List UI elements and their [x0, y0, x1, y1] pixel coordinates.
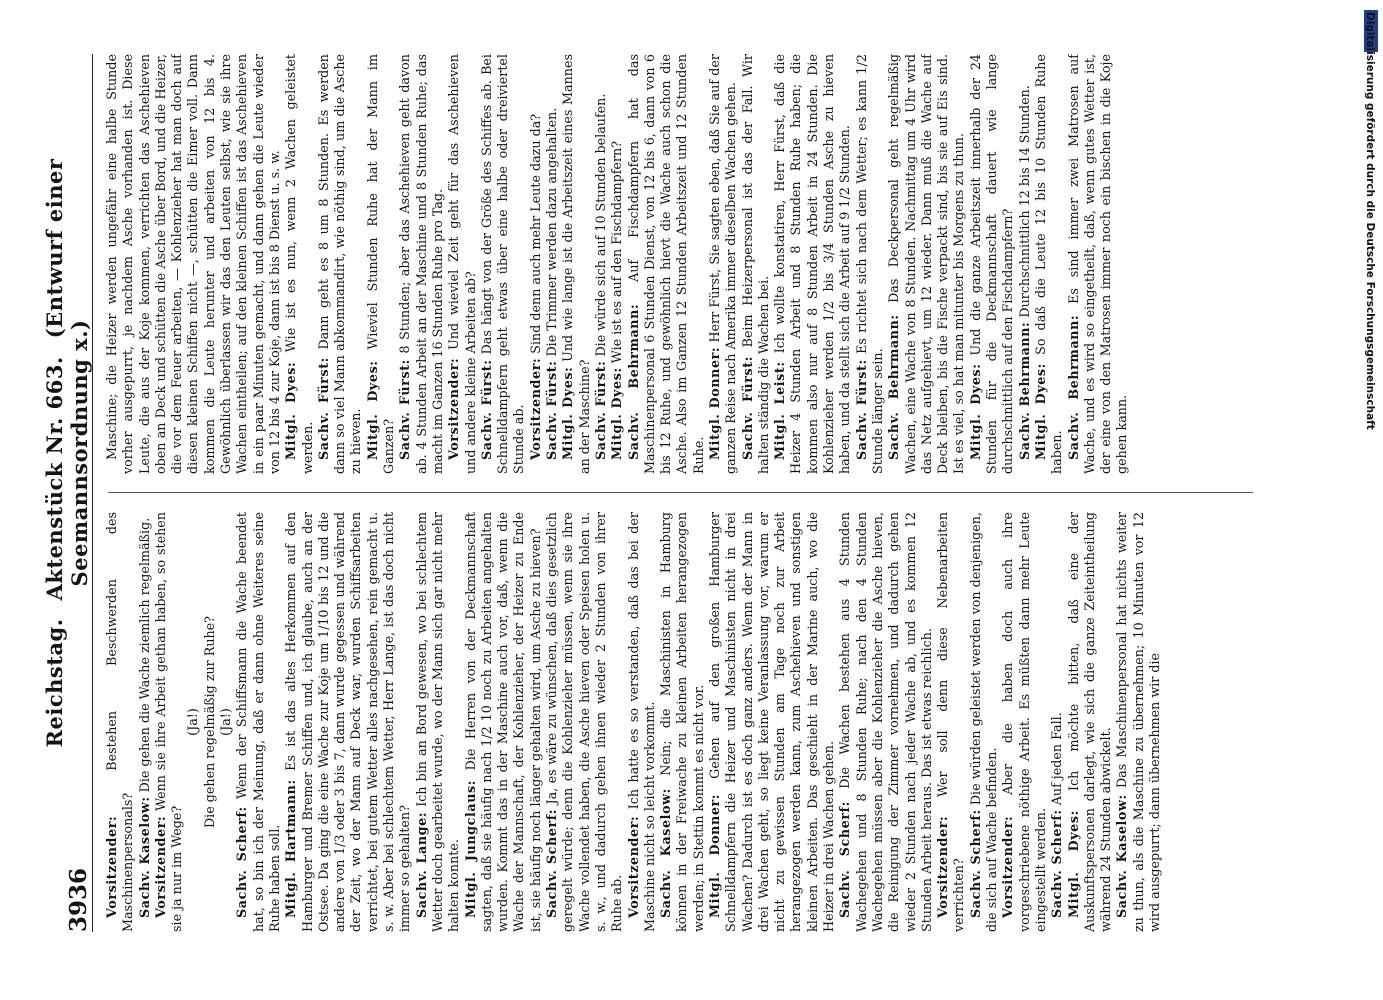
- document-page: [42, 54, 1268, 932]
- speaker-name: Sachv. Fürst:: [315, 357, 331, 460]
- speaker-name: Sachv. Scherf:: [544, 808, 560, 918]
- speaker-name: Mitgl. Donner:: [706, 346, 722, 460]
- paragraph: [1033, 54, 1066, 474]
- speaker-name: Mitgl. Dyes:: [364, 360, 380, 460]
- digitization-sidenote: [1360, 12, 1376, 712]
- paragraph: [1114, 512, 1163, 932]
- paragraph: [544, 54, 560, 474]
- speaker-name: Vorsitzender:: [152, 815, 168, 918]
- paragraph-text: Wie ist es auf den Fischdampfern?: [609, 141, 625, 364]
- paragraph: [202, 512, 218, 932]
- paragraph-text: Und die ganze Arbeitszeit innerhalb der 24 Stunden für die Deckmannschaft dauert wie lange durchschnittlich auf den Fischdampfern?: [967, 54, 1016, 474]
- speaker-name: Sachv. Fürst:: [478, 359, 494, 460]
- paragraph: [1000, 512, 1049, 932]
- paragraph-text: Wenn sie ihre Arbeit gethan haben, so stehen sie ja nur im Wege?: [152, 512, 185, 932]
- speaker-name: Mitgl. Hartmann:: [283, 779, 299, 918]
- paragraph-text: Die Wachen bestehen aus 4 Stunden Wachegehen und 8 Stunden Ruhe; nach den 4 Stunden Wachegehen müssen aber die Kohlenzieher die Asche hieven, die Reinigung der Zimmer vornehmen, und dadurch gehen wieder 2 Stunden nach jeder Wache ab, und es kommen 12 Stunden Arbeit heraus. Das ist etwas reichlich.: [837, 512, 934, 932]
- speaker-name: Sachv. Kaselow:: [136, 796, 152, 918]
- paragraph-text: Auf Fischdampfern hat das Maschinenpersonal 6 Stunden Dienst, von 12 bis 6, dann von 6 bis 12 Ruhe, und gewöhnlich hievt die Wache auch schon die Asche. Also im Ganzen 12 Stunden Arbeitszeit und 12 Stunden Ruhe.: [625, 54, 706, 474]
- paragraph-text: Das Maschinenpersonal hat nichts weiter zu thun, als die Maschine zu übernehmen; 10 Minuten vor 12 wird ausgepurrt; dann übernehmen wir die: [1114, 512, 1162, 932]
- paragraph-text: Ja, es wäre zu wünschen, daß dies gesetzlich geregelt würde; denn die Kohlenzieher müssen, wenn sie ihre Wache vollendet haben, die Asche hieven oder Speisen holen u. s. w., und dadurch gehen ihnen wieder 2 Stunden von ihrer Ruhe ab.: [544, 512, 625, 932]
- paragraph: [544, 512, 625, 932]
- document-subject: (Entwurf einer Seemannsordnung x.): [42, 158, 92, 587]
- paragraph-text: Nein; die Maschinisten in Hamburg können in der Freiwache zu kleinen Arbeiten herangezogen werden; in Stettin kommt es nicht vor.: [658, 512, 706, 932]
- speaker-name: Vorsitzender:: [625, 815, 641, 918]
- paragraph-text: Aber die haben doch auch ihre vorgeschriebene nöthige Arbeit. Es müßten dann mehr Leute eingestellt werden.: [1000, 512, 1048, 932]
- speaker-name: Sachv. Scherf:: [1049, 809, 1065, 918]
- paragraph: [283, 54, 316, 474]
- paragraph-text: Die würde sich auf 10 Stunden belaufen.: [592, 93, 608, 357]
- paragraph-text: Ich hatte es so verstanden, daß das bei der Maschine nicht so leicht vorkommt.: [625, 512, 657, 932]
- paragraph-text: Ich bin an Bord gewesen, wo bei schlechtem Wetter doch gearbeitet wurde, wo der Mann sich gar nicht mehr halten konnte.: [413, 512, 462, 932]
- speaker-name: Mitgl. Dyes:: [1065, 810, 1081, 918]
- running-title: [42, 54, 92, 852]
- speaker-name: Mitgl. Dyes:: [1032, 363, 1048, 460]
- speaker-name: Sachv. Fürst:: [739, 355, 755, 460]
- paragraph-text: (Ja!): [185, 708, 201, 736]
- speaker-name: Sachv. Scherf:: [234, 806, 250, 918]
- paragraph: [707, 512, 837, 932]
- speaker-name: Mitgl. Dyes:: [609, 367, 625, 460]
- paragraph-text: Beim Heizerpersonal ist das der Fall. Wir halten ständig die Wachen bei.: [739, 54, 771, 474]
- paragraph: [137, 512, 153, 932]
- paragraph: [740, 54, 773, 474]
- speaker-name: Vorsitzender:: [1000, 815, 1016, 918]
- paragraph-text: Das hängt von der Größe des Schiffes ab. Bei Schnelldampfern geht etwas über eine halbe oder dreiviertel Stunde ab.: [478, 54, 527, 474]
- paragraph: [707, 54, 740, 474]
- speaker-name: Sachv. Fürst:: [544, 360, 560, 460]
- right-column: [104, 54, 1259, 474]
- speaker-name: Sachv. Behrmann:: [1065, 314, 1081, 460]
- paragraph: [479, 54, 528, 474]
- speaker-name: Mitgl. Leist:: [772, 361, 788, 460]
- paragraph: [935, 512, 968, 932]
- paragraph-text: Die würden geleistet werden von denjenigen, die sich auf Wache befinden.: [967, 512, 1000, 932]
- left-column: [104, 512, 1259, 932]
- paragraph: [234, 512, 283, 932]
- paragraph-text: Wie ist es nun, wenn 2 Wachen geleistet werden.: [283, 54, 315, 474]
- paragraph: [463, 512, 544, 932]
- paragraph-text: Das Deckpersonal geht regelmäßig Wachen, eine Wache von 8 Stunden. Nachmittag um 4 Uhr wird das Netz aufgehievt, um 12 wieder. Dann muß die Wache auf Deck bleiben, bis die Fische verpackt sind, bis sie auf Eis sind. Ist es viel, so hat man mitunter bis Morgens zu thun.: [886, 54, 967, 474]
- paragraph: [837, 512, 935, 932]
- paragraph: [968, 54, 1017, 474]
- paragraph: [283, 512, 413, 932]
- speaker-name: Sachv. Lange:: [413, 811, 429, 918]
- paragraph-text: Die Herren von der Deckmannschaft sagten, daß sie häufig nach 1/2 10 noch zu Arbeiten angehalten wurden. Kommt das in der Maschine auch vor, daß, wenn die Wache der Mannschaft, der Kohlenzieher, der Heizer zu Ende ist, sie häufig noch länger gehalten wird, um Asche zu hieven?: [462, 512, 543, 932]
- speaker-name: Sachv. Behrmann:: [1016, 321, 1032, 460]
- paragraph: [854, 54, 887, 474]
- paragraph-text: Die gehen die Wache ziemlich regelmäßig.: [136, 517, 152, 793]
- speaker-name: Mitgl. Jungclaus:: [462, 779, 478, 918]
- paragraph: [609, 54, 625, 474]
- paragraph: [153, 512, 186, 932]
- paragraph: [316, 54, 365, 474]
- speaker-name: Mitgl. Dyes:: [967, 363, 983, 460]
- paragraph-text: Bestehen Beschwerden des Maschinenpersonals?: [104, 512, 136, 932]
- paragraph-text: Es ist das altes Herkommen auf den Hamburger und Bremer Schiffen und, ich glaube, auch an der Ostsee. Da ging die eine Wache zur Koje um 1/10 bis 12 und die andere von 1/3 oder 3 bis 7, dann wurde gegessen und während der Zeit, wo der Mann auf Deck war, wurden Schiffsarbeiten verrichtet, bei gutem Wetter alles nachgesehen, rein gemacht u. s. w. Aber bei schlechtem Wetter, Herr Lange, ist das doch nicht immer so gehalten?: [283, 512, 413, 932]
- document-number: Aktenstück Nr. 663.: [42, 356, 67, 601]
- paragraph: [104, 512, 137, 932]
- paragraph: [218, 512, 234, 932]
- paragraph-text: Auf jeden Fall.: [1049, 712, 1065, 806]
- paragraph-text: Herr Fürst, Sie sagten eben, daß Sie auf der ganzen Reise nach Amerika immer dieselben Wachen gehen.: [706, 54, 739, 474]
- paragraph-text: Ich wollte konstatiren, Herr Fürst, daß die Heizer 4 Stunden Arbeit und 8 Stunden Ruhe haben; die kommen also nur auf 8 Stunden Arbeit in 24 Stunden. Die Kohlenzieher werden 1/2 bis 3/4 Stunden Asche zu hieven haben, und da stellt sich die Arbeit auf 9 1/2 Stunden.: [772, 54, 853, 474]
- speaker-name: Mitgl. Dyes:: [283, 361, 299, 460]
- paragraph: [772, 54, 853, 474]
- speaker-name: Vorsitzender:: [935, 815, 951, 918]
- paragraph: [185, 512, 201, 932]
- speaker-name: Vorsitzender:: [527, 357, 543, 460]
- paragraph-text: Gehen auf den großen Hamburger Schnelldampfern die Heizer und Maschinisten nicht in drei Wachen? Dadurch ist es doch ganz anders. Wenn der Mann in drei Wachen geht, so liegt keine Veranlassung vor, warum er nicht zu gewissen Stunden am Tage noch zur Arbeit herangezogen werden kann, zum Aschehieven und sonstigen kleinen Arbeiten. Das geschieht in der Marine auch, wo die Heizer in drei Wachen gehen.: [706, 512, 837, 932]
- paragraph-text: (Ja!): [218, 708, 234, 736]
- paragraph-text: Maschine; die Heizer werden ungefähr eine halbe Stunde vorher ausgepurrt, je nachdem Asche vorhanden ist. Diese Leute, die aus der Koje kommen, verrichten das Aschehieven oben an Deck und schütten die Asche über Bord, und die Heizer, die vor dem Feuer arbeiten, — Kohlenzieher hat man doch auf diesen kleinen Schiffen nicht —, schütten die Eimer voll. Dann kommen die Leute herunter und arbeiten von 12 bis 4. Gewöhnlich überlassen wir das den Leuten selbst, wie sie ihre Wachen eintheilen; auf den kleinen Schiffen ist das Aschehieven in ein paar Minuten gemacht, und dann gehen die Leute wieder von 12 bis 4 zur Koje, dann ist bis 8 Dienst u. s. w.: [104, 54, 282, 474]
- chamber-name: Reichstag.: [42, 618, 67, 748]
- paragraph: [1066, 54, 1131, 474]
- speaker-name: Sachv. Kaselow:: [1114, 794, 1130, 918]
- speaker-name: Sachv. Fürst:: [397, 359, 413, 460]
- paragraph-text: Und wieviel Zeit geht für das Aschehieven und andere kleine Arbeiten ab?: [446, 54, 478, 474]
- speaker-name: Sachv. Behrmann:: [886, 314, 902, 460]
- paragraph-text: Wenn der Schiffsmann die Wache beendet hat, so bin ich der Meinung, daß er dann ohne Weiteres seine Ruhe haben soll.: [234, 512, 282, 932]
- column-divider: [108, 493, 1253, 494]
- paragraph: [593, 54, 609, 474]
- paragraph: [968, 512, 1001, 932]
- speaker-name: Sachv. Scherf:: [967, 809, 983, 918]
- paragraph: [1066, 512, 1115, 932]
- speaker-name: Vorsitzender:: [104, 815, 119, 918]
- speaker-name: Sachv. Kaselow:: [658, 788, 674, 918]
- page-number: 3936: [65, 867, 92, 932]
- paragraph-text: So daß die Leute 12 bis 10 Stunden Ruhe haben.: [1032, 54, 1065, 474]
- paragraph: [626, 512, 659, 932]
- paragraph-text: Wer soll denn diese Nebenarbeiten verrichten?: [935, 512, 967, 932]
- paragraph-text: Die Trimmer werden dazu angehalten.: [544, 107, 560, 357]
- paragraph-text: Es richtet sich nach dem Wetter; es kann 1/2 Stunde länger sein.: [853, 54, 885, 474]
- paragraph: [886, 54, 967, 474]
- speaker-name: Sachv. Fürst:: [853, 359, 869, 460]
- paragraph: [626, 54, 707, 474]
- paragraph-text: 8 Stunden; aber das Aschehieven geht davon ab. 4 Stunden Arbeit an der Maschine und 8 Stunden Ruhe; das macht im Ganzen 16 Stunden Ruhe pro Tag.: [397, 54, 445, 474]
- paragraph: [446, 54, 479, 474]
- paragraph: [1049, 512, 1065, 932]
- paragraph: [1017, 54, 1033, 474]
- paragraph-text: Sind denn auch mehr Leute dazu da?: [527, 113, 543, 354]
- paragraph-text: Und wie lange ist die Arbeitszeit eines Mannes an der Maschine?: [560, 54, 592, 474]
- speaker-name: Mitgl. Donner:: [706, 793, 722, 918]
- speaker-name: Vorsitzender:: [446, 357, 462, 460]
- paragraph: [560, 54, 593, 474]
- paragraph: [397, 54, 446, 474]
- speaker-name: Sachv. Scherf:: [837, 801, 853, 918]
- paragraph-text: Durchschnittlich 12 bis 14 Stunden.: [1016, 85, 1032, 318]
- paragraph-text: Dann geht es 8 um 8 Stunden. Es werden dann so viel Mann abkommandirt, wie nöthig sind, um die Asche zu hieven.: [315, 54, 364, 474]
- paragraph-text: Die gehen regelmäßig zur Ruhe?: [201, 616, 217, 828]
- paragraph: [365, 54, 398, 474]
- page-header: [42, 54, 93, 932]
- paragraph: [414, 512, 463, 932]
- paragraph: [658, 512, 707, 932]
- speaker-name: Sachv. Fürst:: [592, 360, 608, 460]
- paragraph-text: Wieviel Stunden Ruhe hat der Mann im Ganzen?: [364, 54, 397, 474]
- speaker-name: Sachv. Behrmann:: [625, 303, 641, 460]
- paragraph-text: Es sind immer zwei Matrosen auf Wache, und es wird so eingetheilt, daß, wenn gutes Wetter ist, der eine von den Matrosen immer noch ein bischen in die Koje gehen kann.: [1065, 54, 1130, 474]
- digitization-note: Digitalisierung gefördert durch die Deutsche Forschungsgemeinschaft: [1364, 12, 1376, 430]
- paragraph: [104, 54, 283, 474]
- paragraph: [528, 54, 544, 474]
- speaker-name: Mitgl. Dyes:: [560, 366, 576, 460]
- paragraph-text: Ich möchte bitten, daß eine der Auskunftspersonen darlegt, wie sich die ganze Zeiteintheilung während 24 Stunden abwickelt.: [1065, 512, 1114, 932]
